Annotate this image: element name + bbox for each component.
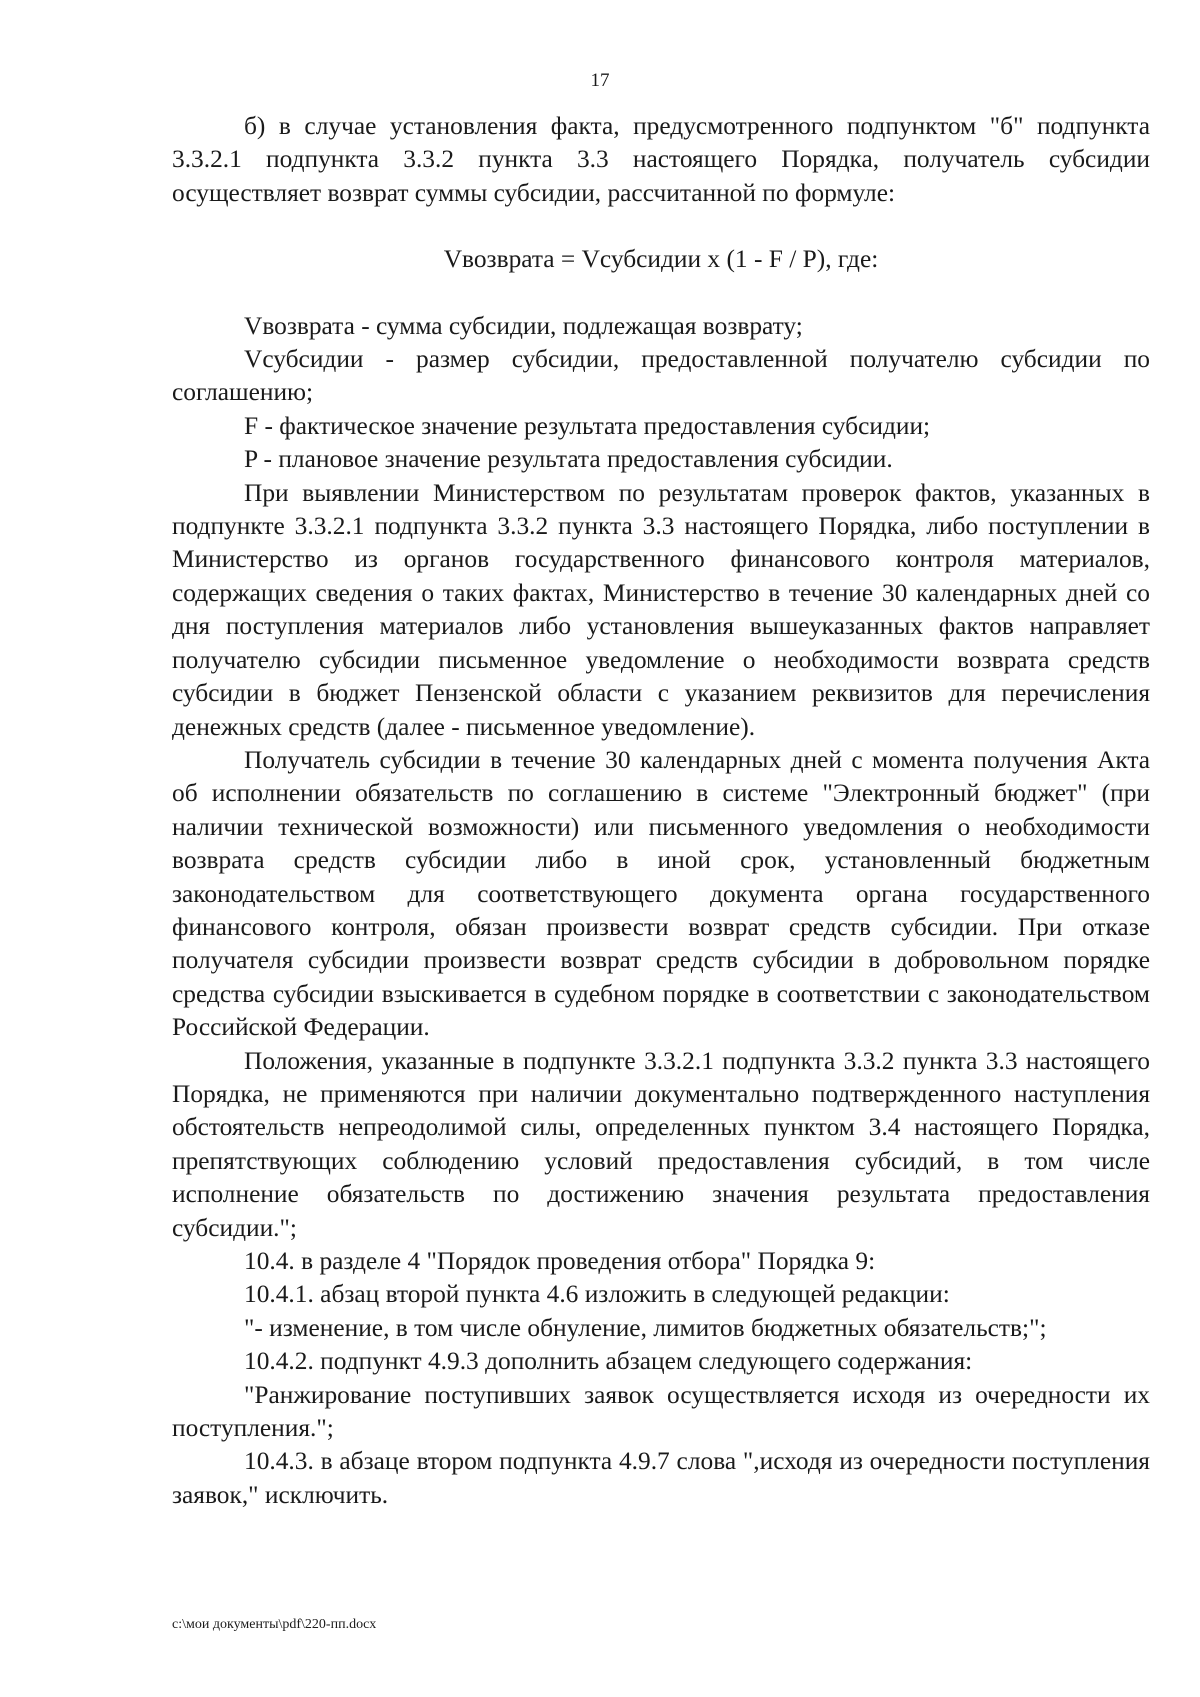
definition-f: F - фактическое значение результата предоставления субсидии; [244,411,931,440]
paragraph-refund-case-b: б) в случае установления факта, предусмотренного подпунктом "б" подпункта 3.3.2.1 подпункта 3.3.2 пункта 3.3 настоящего Порядка, получатель субсидии осуществляет возврат суммы субсидии, рассчитанной по формуле: [172,112,1150,207]
paragraph-10-4-1-text: "- изменение, в том числе обнуление, лимитов бюджетных обязательств;"; [244,1313,1047,1342]
paragraph-force-majeure: Положения, указанные в подпункте 3.3.2.1 подпункта 3.3.2 пункта 3.3 настоящего Порядка, не применяются при наличии документально подтвержденного наступления обстоятельств непреодолимой силы, определенных пунктом 3.4 настоящего Порядка, препятствующих соблюдению условий предоставления субсидий, в том числе исполнение обязательств по достижению значения результата предоставления субсидии."; [172,1046,1150,1242]
paragraph-10-4-3: 10.4.3. в абзаце втором подпункта 4.9.7 слова ",исходя из очередности поступления заявок," исключить. [172,1447,1150,1509]
refund-formula: Vвозврата = Vсубсидии x (1 - F / P), где: [443,245,879,274]
definition-v-refund: Vвозврата - сумма субсидии, подлежащая возврату; [244,311,803,340]
paragraph-10-4-2: 10.4.2. подпункт 4.9.3 дополнить абзацем следующего содержания: [244,1347,973,1376]
paragraph-10-4-1: 10.4.1. абзац второй пункта 4.6 изложить в следующей редакции: [244,1280,950,1309]
footer-file-path: c:\мои документы\pdf\220-пп.docx [172,1617,377,1632]
definition-p: P - плановое значение результата предоставления субсидии. [244,445,893,474]
paragraph-10-4-2-text: "Ранжирование поступивших заявок осуществляется исходя из очередности их поступления."; [172,1380,1150,1443]
definition-v-subsidy: Vсубсидии - размер субсидии, предоставленной получателю субсидии по соглашению; [172,345,1150,407]
paragraph-ministry-notification: При выявлении Министерством по результатам проверок фактов, указанных в подпункте 3.3.2.1 подпункта 3.3.2 пункта 3.3 настоящего Порядка, либо поступлении в Министерство из органов государственного финансового контроля материалов, содержащих сведения о таких фактах, Министерство в течение 30 календарных дней со дня поступления материалов либо установления вышеуказанных фактов направляет получателю субсидии письменное уведомление о необходимости возврата средств субсидии в бюджет Пензенской области с указанием реквизитов для перечисления денежных средств (далее - письменное уведомление). [172,478,1150,741]
page-number: 17 [590,70,610,91]
document-body [172,110,1150,1512]
paragraph-10-4: 10.4. в разделе 4 "Порядок проведения отбора" Порядка 9: [244,1247,876,1275]
paragraph-recipient-refund: Получатель субсидии в течение 30 календарных дней с момента получения Акта об исполнении обязательств по соглашению в системе "Электронный бюджет" (при наличии технической возможности) или письменного уведомления о необходимости возврата средств субсидии либо в иной срок, установленный бюджетным законодательством для соответствующего документа органа государственного финансового контроля, обязан произвести возврат средств субсидии. При отказе получателя субсидии произвести возврат средств субсидии в добровольном порядке средства субсидии взыскивается в судебном порядке в соответствии с законодательством Российской Федерации. [172,745,1150,1042]
